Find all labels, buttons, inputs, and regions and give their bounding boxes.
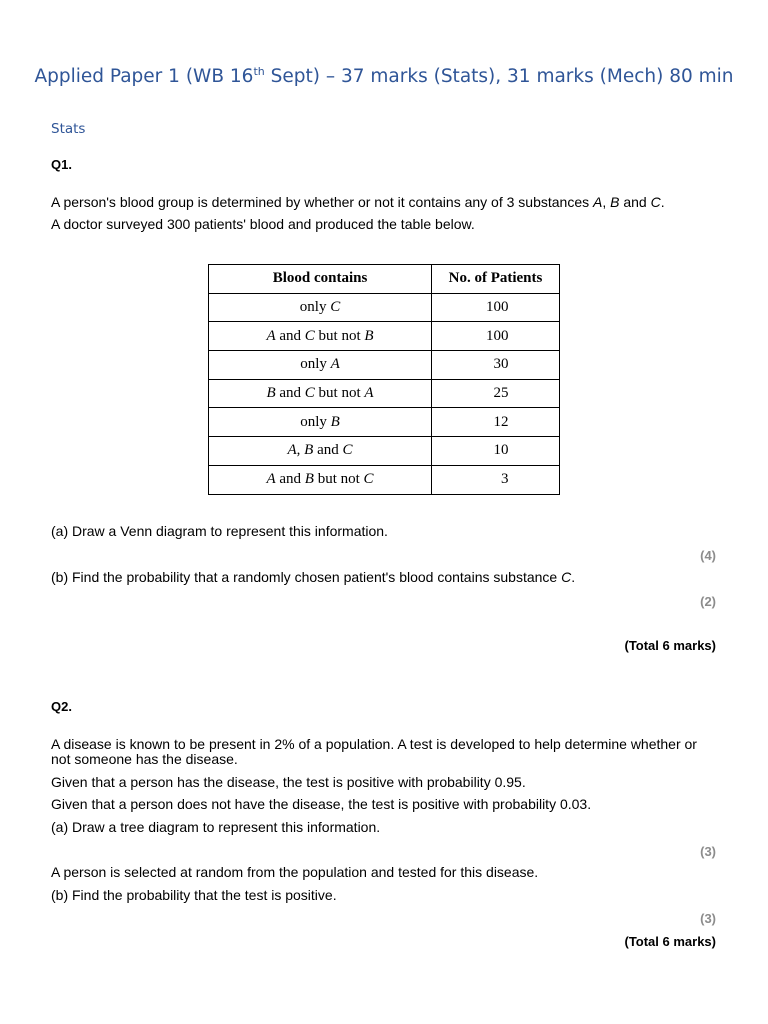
cell-patient-count	[432, 293, 560, 322]
var-b: B	[610, 194, 620, 210]
q2-part-b-marks: (3)	[700, 911, 716, 926]
variable: B	[266, 385, 276, 402]
q2-line-4: A person is selected at random from the population and tested for this disease.	[51, 864, 539, 880]
title-text-rest: Sept) – 37 marks (Stats), 31 marks (Mech) 80 min	[264, 66, 734, 87]
separator: ,	[602, 194, 611, 210]
table-row	[209, 379, 560, 408]
section-heading: Stats	[51, 121, 86, 137]
table-row	[209, 322, 560, 351]
count-value: 3	[501, 471, 509, 488]
q1-part-b	[51, 570, 719, 585]
cell-blood-contains	[209, 322, 432, 351]
q2-part-a-marks: (3)	[700, 844, 716, 859]
table-row	[209, 437, 560, 466]
cell-patient-count	[432, 379, 560, 408]
cell-text: only	[300, 413, 331, 430]
variable: A	[364, 385, 374, 402]
cell-blood-contains	[209, 379, 432, 408]
variable: C	[342, 442, 353, 459]
cell-patient-count	[432, 351, 560, 380]
table-row	[209, 408, 560, 437]
count-value: 10	[493, 442, 509, 459]
question-number-q1: Q1.	[51, 157, 72, 172]
table-row	[209, 465, 560, 494]
cell-patient-count	[432, 465, 560, 494]
cell-blood-contains	[209, 437, 432, 466]
question-number-q2: Q2.	[51, 699, 72, 714]
q1-part-b-marks: (2)	[700, 594, 716, 609]
cell-text: but not	[314, 385, 365, 402]
q1-intro-line-1	[51, 195, 719, 210]
cell-blood-contains	[209, 465, 432, 494]
variable: A	[330, 356, 340, 373]
cell-text: only	[299, 299, 331, 316]
cell-patient-count	[432, 322, 560, 351]
variable: B	[304, 442, 314, 459]
title-superscript: th	[253, 65, 265, 78]
cell-text: and	[313, 442, 343, 459]
cell-text: and	[275, 385, 305, 402]
variable: B	[330, 413, 340, 430]
table-body	[209, 293, 560, 494]
table-row	[209, 351, 560, 380]
cell-text: ,	[296, 442, 305, 459]
var-c: C	[650, 194, 661, 210]
title-text: Applied Paper 1 (WB 16	[34, 66, 254, 87]
q1-part-b-text: (b) Find the probability that a randomly chosen patient's blood contains substance	[51, 569, 562, 585]
column-header-patients: No. of Patients	[432, 265, 560, 294]
cell-blood-contains	[209, 351, 432, 380]
column-header-blood-contains: Blood contains	[209, 265, 432, 294]
variable: C	[304, 327, 315, 344]
conjunction: and	[619, 194, 651, 210]
variable: B	[304, 471, 314, 488]
q2-line-1: A disease is known to be present in 2% of a population. A test is developed to help determine whether or not someone has the disease.	[51, 736, 697, 767]
period: .	[660, 194, 665, 210]
cell-patient-count	[432, 408, 560, 437]
table-row	[209, 293, 560, 322]
cell-text: but not	[313, 471, 364, 488]
count-value: 30	[493, 356, 509, 373]
variable: A	[266, 327, 276, 344]
variable: A	[266, 471, 276, 488]
count-value: 100	[486, 327, 509, 344]
paper-title	[0, 66, 768, 87]
q2-line-3: Given that a person does not have the disease, the test is positive with probability 0.03.	[51, 796, 592, 812]
cell-blood-contains	[209, 293, 432, 322]
period: .	[571, 569, 576, 585]
cell-patient-count	[432, 437, 560, 466]
variable: C	[363, 471, 374, 488]
cell-text: only	[300, 356, 331, 373]
table-header-row	[209, 265, 560, 294]
q1-intro-line-2: A doctor surveyed 300 patients' blood and produced the table below.	[51, 216, 475, 232]
variable: B	[364, 327, 374, 344]
var-a: A	[593, 194, 603, 210]
q2-total-marks: (Total 6 marks)	[624, 934, 716, 949]
q1-part-a-marks: (4)	[700, 548, 716, 563]
count-value: 25	[493, 385, 509, 402]
q1-part-a: (a) Draw a Venn diagram to represent this information.	[51, 523, 388, 539]
count-value: 100	[486, 299, 509, 316]
variable: C	[304, 385, 315, 402]
q1-intro-text: A person's blood group is determined by whether or not it contains any of 3 substances	[51, 194, 593, 210]
q2-part-b: (b) Find the probability that the test is positive.	[51, 887, 337, 903]
cell-text: but not	[314, 327, 365, 344]
count-value: 12	[493, 413, 509, 430]
blood-group-table	[208, 264, 560, 495]
var-c: C	[561, 569, 572, 585]
variable: A	[287, 442, 297, 459]
variable: C	[330, 299, 341, 316]
q2-part-a: (a) Draw a tree diagram to represent this information.	[51, 819, 381, 835]
cell-text: and	[275, 471, 305, 488]
q1-total-marks: (Total 6 marks)	[624, 638, 716, 653]
cell-text: and	[275, 327, 305, 344]
q2-line-2: Given that a person has the disease, the test is positive with probability 0.95.	[51, 774, 526, 790]
cell-blood-contains	[209, 408, 432, 437]
